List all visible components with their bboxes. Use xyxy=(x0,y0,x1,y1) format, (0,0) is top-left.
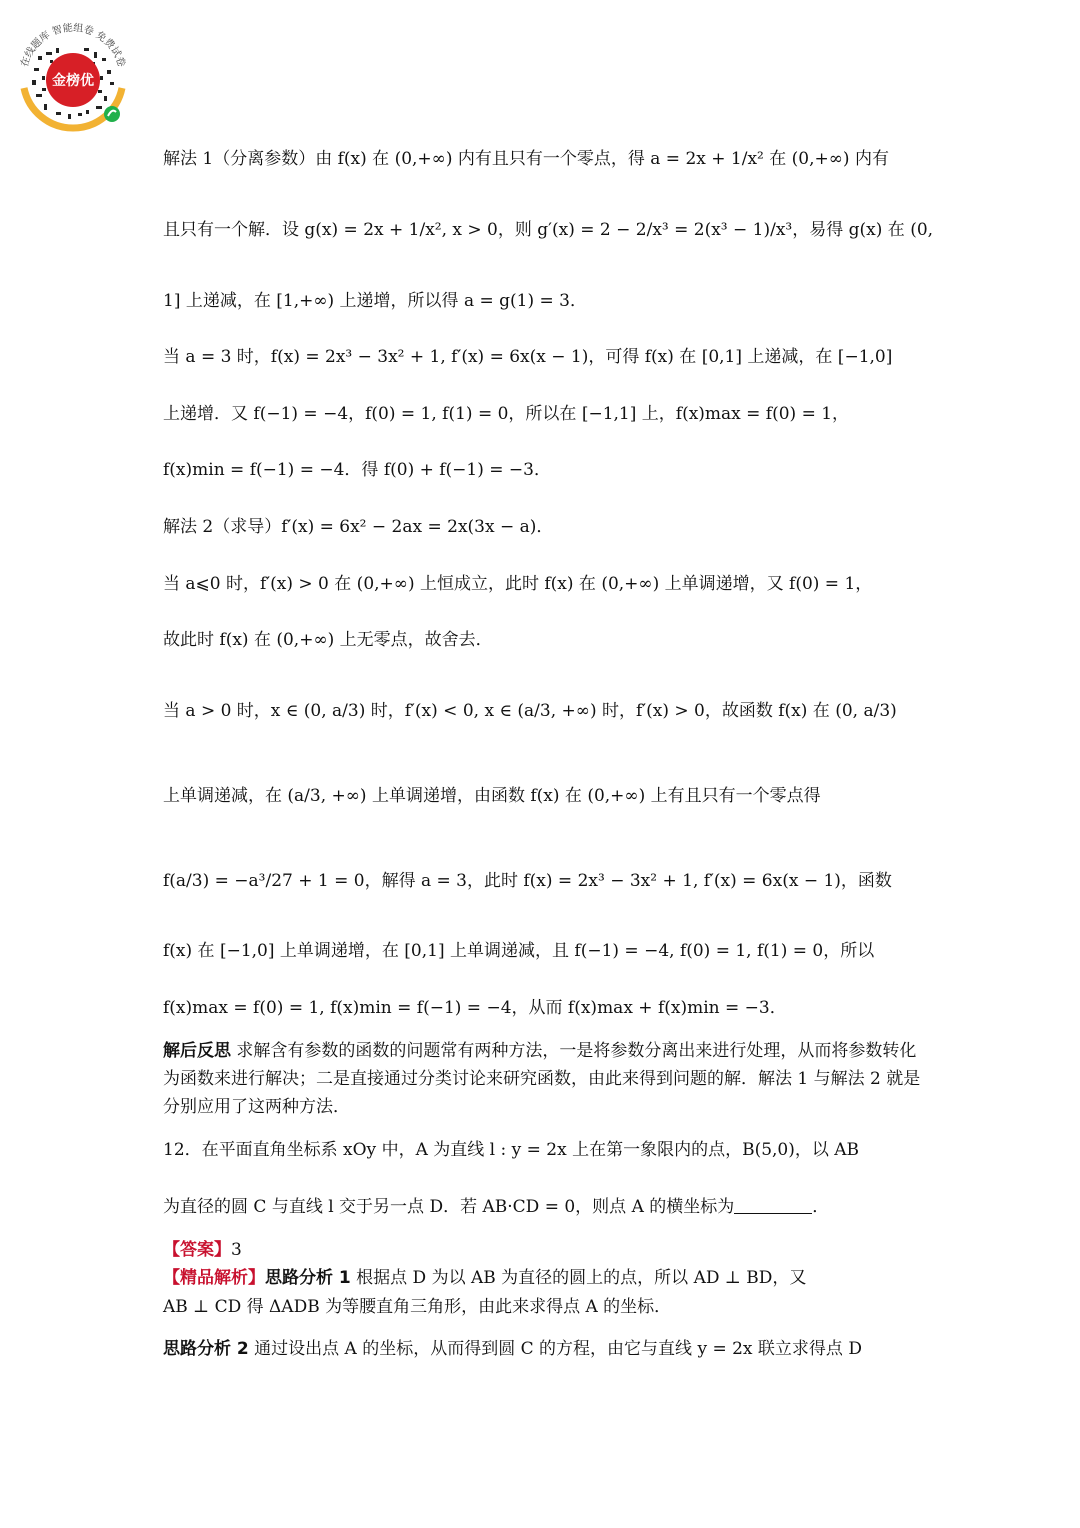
reflection-label: 解后反思 xyxy=(163,1041,231,1061)
solution-line-14: f(x)max = f(0) = 1, f(x)min = f(−1) = −4，从而 f(x)max + f(x)min = −3． xyxy=(163,998,787,1018)
reflection-paragraph xyxy=(163,1037,923,1121)
solution-line-4: 当 a = 3 时，f(x) = 2x³ − 3x² + 1, f′(x) = 6x(x − 1)，可得 f(x) 在 [0,1] 上递减，在 [−1,0] xyxy=(163,347,893,367)
answer-value: 3 xyxy=(231,1240,242,1260)
question-line-1: 12．在平面直角坐标系 xOy 中，A 为直线 l : y = 2x 上在第一象限内的点，B(5,0)，以 AB xyxy=(163,1140,860,1160)
analysis-label: 【精品解析】 xyxy=(163,1268,265,1288)
solution-line-8: 当 a⩽0 时，f′(x) > 0 在 (0,+∞) 上恒成立，此时 f(x) 在 (0,+∞) 上单调递增，又 f(0) = 1， xyxy=(163,574,873,594)
mini-program-icon xyxy=(104,106,120,122)
logo-brand-text: 金榜优 xyxy=(52,73,94,89)
analysis-text-1: 根据点 D 为以 AB 为直径的圆上的点，所以 AD ⊥ BD，又 xyxy=(356,1268,807,1288)
solution-line-2: 且只有一个解．设 g(x) = 2x + 1/x², x > 0，则 g′(x) = 2 − 2/x³ = 2(x³ − 1)/x³，易得 g(x) 在 (0, xyxy=(163,220,934,240)
question-end: ． xyxy=(812,1197,830,1217)
answer-label: 【答案】 xyxy=(163,1240,231,1260)
solution-line-10: 当 a > 0 时，x ∈ (0, a/3) 时，f′(x) < 0, x ∈ (a/3, +∞) 时，f′(x) > 0，故函数 f(x) 在 (0, a/3) xyxy=(163,701,897,721)
solution-line-1: 解法 1（分离参数）由 f(x) 在 (0,+∞) 内有且只有一个零点，得 a = 2x + 1/x² 在 (0,+∞) 内有 xyxy=(163,149,889,169)
solution-line-6: f(x)min = f(−1) = −4．得 f(0) + f(−1) = −3． xyxy=(163,460,551,480)
solution-line-3: 1] 上递减，在 [1,+∞) 上递增，所以得 a = g(1) = 3． xyxy=(163,291,587,311)
analysis-title-2: 思路分析 2 xyxy=(163,1339,249,1359)
analysis-text-2: 通过设出点 A 的坐标，从而得到圆 C 的方程，由它与直线 y = 2x 联立求得点 D xyxy=(254,1339,862,1359)
analysis-line-1 xyxy=(163,1265,923,1291)
solution-line-13: f(x) 在 [−1,0] 上单调递增，在 [0,1] 上单调递减，且 f(−1) = −4, f(0) = 1, f(1) = 0，所以 xyxy=(163,941,875,961)
solution-line-7: 解法 2（求导）f′(x) = 6x² − 2ax = 2x(3x − a)． xyxy=(163,517,554,537)
reflection-text: 求解含有参数的函数的问题常有两种方法，一是将参数分离出来进行处理，从而将参数转化为函数来进行解决；二是直接通过分类讨论来研究函数，由此来得到问题的解．解法 1 与解法 2 就是分别应用了这两种方法． xyxy=(163,1041,921,1117)
answer-blank xyxy=(734,1195,812,1214)
brand-logo xyxy=(12,18,134,136)
analysis-title-1: 思路分析 1 xyxy=(265,1268,351,1288)
solution-line-5: 上递增．又 f(−1) = −4，f(0) = 1, f(1) = 0，所以在 [−1,1] 上，f(x)max = f(0) = 1， xyxy=(163,404,850,424)
solution-line-11: 上单调递减，在 (a/3, +∞) 上单调递增，由函数 f(x) 在 (0,+∞) 上有且只有一个零点得 xyxy=(163,786,821,806)
solution-line-12: f(a/3) = −a³/27 + 1 = 0，解得 a = 3，此时 f(x) = 2x³ − 3x² + 1, f′(x) = 6x(x − 1)，函数 xyxy=(163,871,892,891)
analysis-line-3 xyxy=(163,1336,923,1362)
logo-ring-text: 在线题库 智能组卷 免费试卷 xyxy=(19,22,127,69)
solution-line-9: 故此时 f(x) 在 (0,+∞) 上无零点，故舍去． xyxy=(163,630,493,650)
analysis-line-2: AB ⊥ CD 得 ΔADB 为等腰直角三角形，由此来求得点 A 的坐标． xyxy=(163,1297,672,1317)
answer-line xyxy=(163,1237,923,1263)
question-text: 为直径的圆 C 与直线 l 交于另一点 D．若 AB·CD = 0，则点 A 的横坐标为 xyxy=(163,1197,735,1217)
question-line-2 xyxy=(163,1194,923,1220)
